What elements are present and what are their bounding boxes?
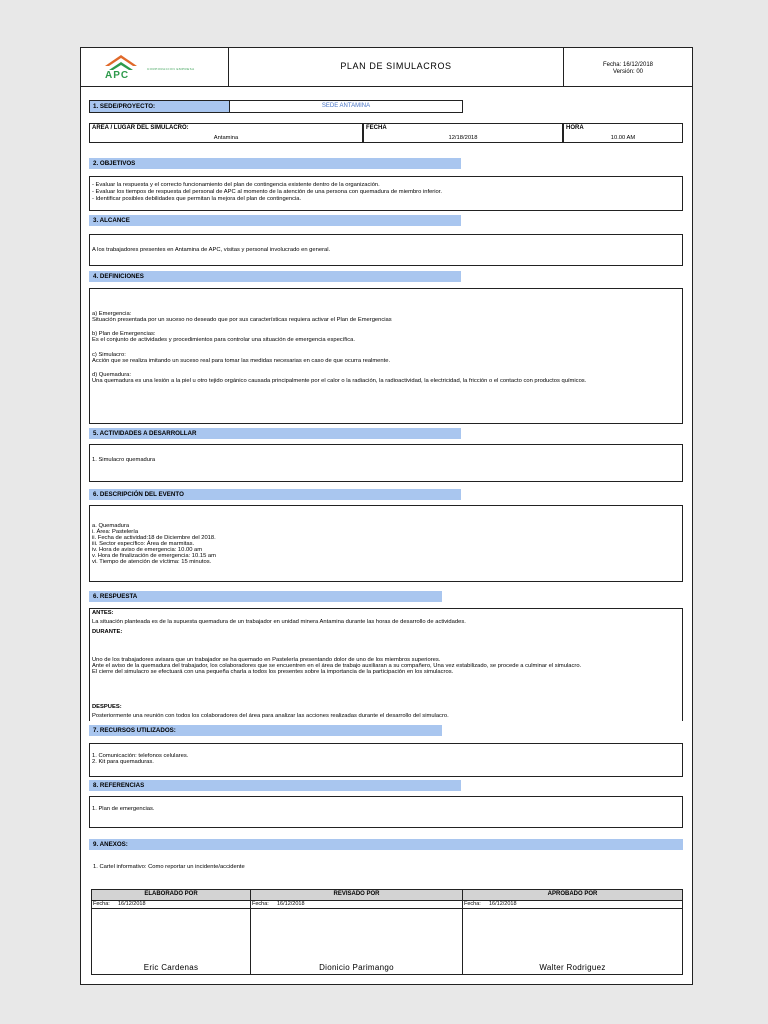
descripcion-box	[89, 505, 683, 582]
desc-line-1: a. Quemadura	[92, 523, 130, 529]
desc-line-6: v. Hora de finalización de emergencia: 10.15 am	[92, 553, 216, 559]
definiciones-box	[89, 288, 683, 424]
durante-line-1: Uno de los trabajadores avisara que un trabajador se ha quemado en Pastelería presentando dolor de uno de los miembros superiores.	[92, 657, 441, 663]
despues-label: DESPUES:	[92, 704, 122, 710]
actividades-title: 5. ACTIVIDADES A DESARROLLAR	[89, 428, 461, 439]
sede-value: SEDE ANTAMINA	[321, 103, 371, 109]
desc-line-4: iii. Sector específico: Área de marmitas.	[92, 541, 195, 547]
antes-text: La situación planteada es de la supuesta quemadura de un trabajador en unidad minera Antamina durante las horas de desarrollo de actividades.	[92, 619, 466, 625]
desc-line-3: ii. Fecha de actividad:18 de Diciembre del 2018.	[92, 535, 216, 541]
definiciones-title: 4. DEFINICIONES	[89, 271, 461, 282]
doc-date: Fecha: 16/12/2018	[602, 62, 654, 68]
elaborado-name: Eric Cardenas	[143, 963, 199, 972]
area-value: Antamina	[213, 135, 239, 141]
revisado-header: REVISADO POR	[333, 891, 380, 897]
doc-version: Versión: 00	[612, 69, 644, 75]
sede-row	[89, 100, 463, 113]
despues-text: Posteriormente una reunión con todos los colaboradores del área para analizar las acciones realizadas durante el desarrollo del simulacro.	[92, 713, 449, 719]
def-line-3: b) Plan de Emergencias:	[92, 331, 156, 337]
durante-line-2: Ante el aviso de la quemadura del trabajador, los colaboradores que se encuentren en el área de trabajo auxiliaran a su compañero, Una vez estabilizado, se procede a culminar el simulacro.	[92, 663, 582, 669]
def-line-4: Es el conjunto de actividades y procedimientos para controlar una situación de emergencia específica.	[92, 337, 355, 343]
hora-value: 10.00 AM	[610, 135, 636, 141]
actividades-box	[89, 444, 683, 482]
objetivo-line-2: - Evaluar los tiempos de respuesta del personal de APC al momento de la atención de una persona con quemadura de miembro inferior.	[92, 189, 442, 195]
page-title: PLAN DE SIMULACROS	[340, 61, 452, 71]
signature-col-elaborado	[92, 890, 251, 974]
revisado-fecha: 16/12/2018	[277, 901, 305, 907]
durante-label: DURANTE:	[92, 629, 123, 635]
objetivos-title: 2. OBJETIVOS	[89, 158, 461, 169]
signature-col-revisado	[251, 890, 463, 974]
referencias-title: 8. REFERENCIAS	[89, 780, 461, 791]
def-line-1: a) Emergencia:	[92, 311, 132, 317]
elaborado-header: ELABORADO POR	[144, 891, 198, 897]
area-box	[89, 123, 363, 143]
respuesta-title: 6. RESPUESTA	[89, 591, 442, 602]
desc-line-2: i. Área: Pastelería	[92, 529, 139, 535]
antes-label: ANTES:	[92, 610, 114, 616]
objetivo-line-3: - Identificar posibles debilidades que permitan la mejora del plan de contingencia.	[92, 196, 302, 202]
revisado-name: Dionicio Parimango	[319, 963, 394, 972]
recurso-line-1: 1. Comunicación: telefonos celulares.	[92, 753, 189, 759]
hora-box	[563, 123, 683, 143]
def-line-8: Una quemadura es una lesión a la piel u otro tejido orgánico causada principalmente por el calor o la radiación, la radioactividad, la electricidad, la fricción o el contacto con productos químicos.	[92, 378, 587, 384]
anexos-title: 9. ANEXOS:	[89, 839, 683, 850]
actividades-text: 1. Simulacro quemadura	[92, 457, 156, 463]
def-line-6: Acción que se realiza imitando un suceso real para tomar las medidas necesarias en caso de que ocurra realmente.	[92, 358, 391, 364]
durante-line-3: El cierre del simulacro se efectuará con una pequeña charla a todos los presentes sobre la importancia de la participación en los simulacros.	[92, 669, 454, 675]
aprobado-fecha-label: Fecha:	[464, 901, 481, 907]
alcance-box	[89, 234, 683, 266]
recursos-box	[89, 743, 683, 777]
hora-label: HORA	[566, 125, 584, 131]
aprobado-name: Walter Rodriguez	[539, 963, 606, 972]
revisado-fecha-label: Fecha:	[252, 901, 269, 907]
fecha-value: 12/18/2018	[448, 135, 478, 141]
alcance-title: 3. ALCANCE	[89, 215, 461, 226]
area-label: AREA / LUGAR DEL SIMULACRO:	[92, 125, 189, 131]
objetivo-line-1: - Evaluar la respuesta y el correcto funcionamiento del plan de contingencia existente dentro de la organización.	[92, 182, 380, 188]
respuesta-box	[89, 608, 683, 721]
doc-meta-cell	[564, 48, 692, 86]
def-line-2: Situación presentada por un suceso no deseado que por sus características requiera activar el Plan de Emergencias	[92, 317, 392, 323]
alcance-text: A los trabajadores presentes en Antamina de APC, visitas y personal involucrado en general.	[92, 247, 331, 253]
fecha-label: FECHA	[366, 125, 387, 131]
elaborado-fecha-label: Fecha:	[93, 901, 110, 907]
desc-line-5: iv. Hora de aviso de emergencia: 10.00 am	[92, 547, 203, 553]
document-header	[81, 48, 692, 87]
anexos-text: 1. Cartel informativo: Como reportar un incidente/accidente	[93, 864, 245, 870]
logo-tagline: CORPORACION EMPRESA	[147, 67, 195, 71]
recurso-line-2: 2. Kit para quemaduras.	[92, 759, 154, 765]
referencias-text: 1. Plan de emergencias.	[92, 806, 155, 812]
aprobado-header: APROBADO POR	[547, 891, 598, 897]
logo-cell	[81, 48, 229, 86]
signature-table	[91, 889, 683, 975]
document-page	[80, 47, 693, 985]
def-line-5: c) Simulacro:	[92, 352, 126, 358]
title-cell	[229, 48, 564, 86]
aprobado-fecha: 16/12/2018	[489, 901, 517, 907]
desc-line-7: vi. Tiempo de atención de víctima: 15 minutos.	[92, 559, 212, 565]
signature-col-aprobado	[463, 890, 682, 974]
referencias-box	[89, 796, 683, 828]
descripcion-title: 6. DESCRIPCIÓN DEL EVENTO	[89, 489, 461, 500]
fecha-box	[363, 123, 563, 143]
def-line-7: d) Quemadura:	[92, 372, 131, 378]
recursos-title: 7. RECURSOS UTILIZADOS:	[89, 725, 442, 736]
elaborado-fecha: 16/12/2018	[118, 901, 146, 907]
objetivos-box	[89, 176, 683, 211]
sede-label: 1. SEDE/PROYECTO:	[90, 101, 230, 112]
logo-text: APC	[105, 70, 130, 81]
